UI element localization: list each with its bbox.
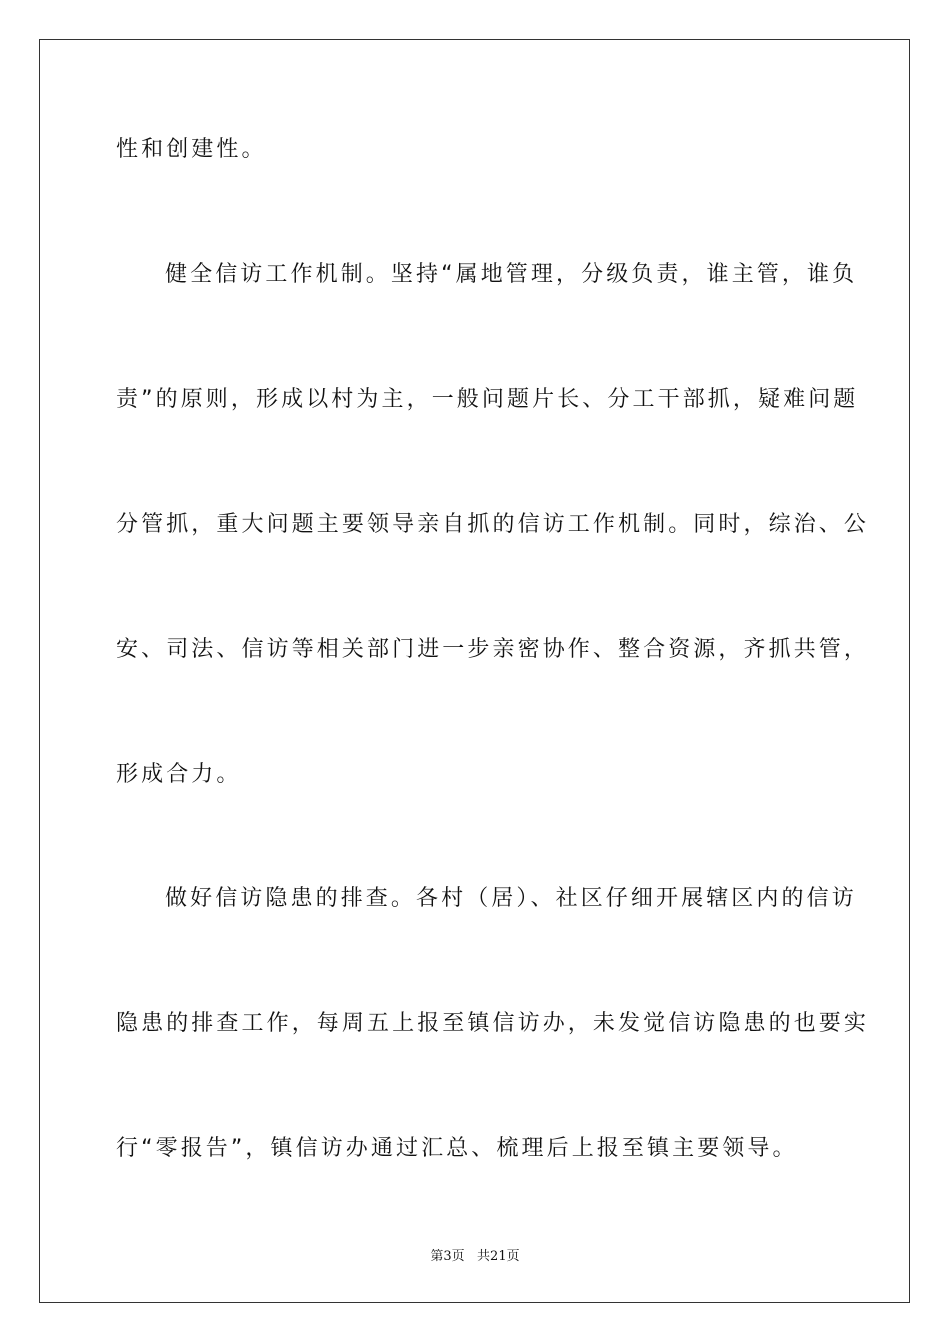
page-frame (39, 39, 910, 1303)
paragraph-line: 健全信访工作机制。坚持“属地管理，分级负责，谁主管，谁负 (165, 262, 858, 287)
paragraph-line: 安、司法、信访等相关部门进一步亲密协作、整合资源，齐抓共管， (116, 637, 870, 662)
paragraph-line: 分管抓，重大问题主要领导亲自抓的信访工作机制。同时，综治、公 (116, 512, 870, 537)
paragraph-line: 性和创建性。 (116, 137, 267, 162)
paragraph-line: 责”的原则，形成以村为主，一般问题片长、分工干部抓，疑难问题 (116, 387, 859, 412)
paragraph-line: 做好信访隐患的排查。各村（居）、社区仔细开展辖区内的信访 (165, 886, 857, 911)
paragraph-line: 形成合力。 (116, 762, 242, 787)
paragraph-line: 隐患的排查工作，每周五上报至镇信访办，未发觉信访隐患的也要实 (116, 1011, 870, 1036)
page-number-footer: 第3页 共21页 (430, 1249, 520, 1264)
paragraph-line: 行“零报告”，镇信访办通过汇总、梳理后上报至镇主要领导。 (116, 1136, 798, 1161)
